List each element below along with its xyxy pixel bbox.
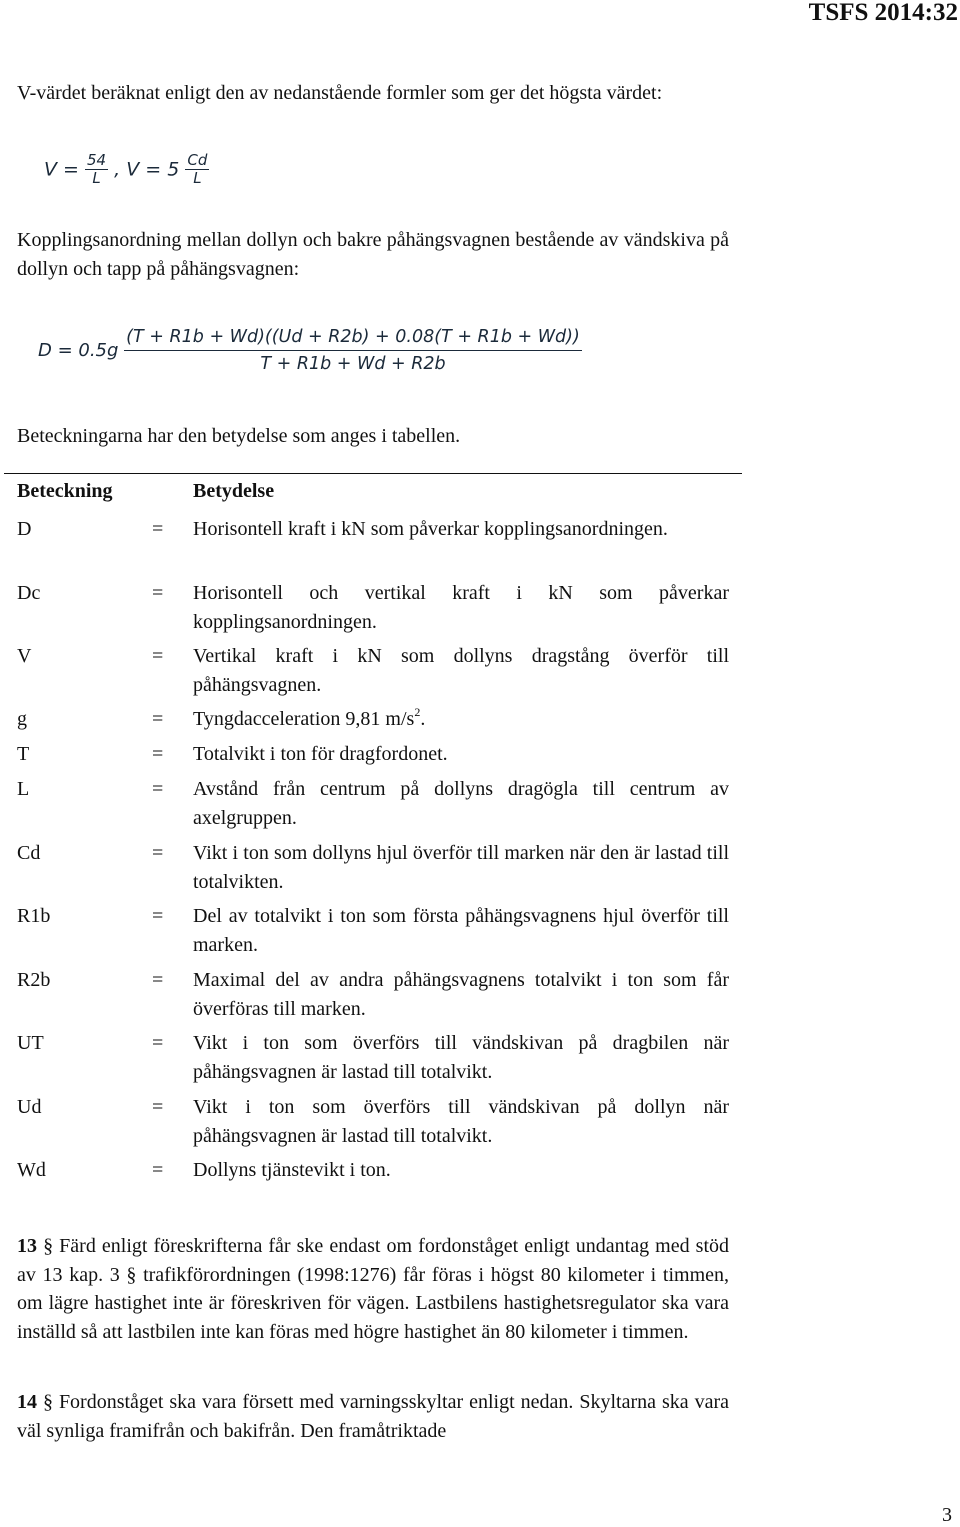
- row-equals: =: [152, 582, 164, 604]
- row-equals: =: [152, 743, 164, 765]
- row-definition: Maximal del av andra påhängsvagnens totalvikt i ton som får överföras till marken.: [193, 969, 729, 1020]
- v-formula-numerator2: Cd: [187, 151, 208, 169]
- section-sign: §: [42, 1391, 53, 1413]
- d-formula: [38, 327, 582, 374]
- row-symbol: UT: [17, 1032, 44, 1054]
- table-header-symbol: Beteckning: [17, 480, 113, 502]
- row-equals: =: [152, 518, 164, 540]
- section-13-number: 13: [17, 1235, 37, 1257]
- row-symbol: T: [17, 743, 30, 765]
- row-symbol: Cd: [17, 842, 41, 864]
- row-equals: =: [152, 1159, 164, 1181]
- v-formula-lhs2: V = 5: [126, 158, 180, 181]
- row-symbol: R2b: [17, 969, 51, 991]
- v-formula-fraction1: [85, 152, 108, 188]
- v-formula-fraction2: [185, 152, 209, 188]
- d-formula-fraction: [124, 327, 582, 374]
- row-equals: =: [152, 708, 164, 730]
- row-equals: =: [152, 1096, 164, 1118]
- section-14-paragraph: [17, 1388, 729, 1445]
- row-symbol: Wd: [17, 1159, 46, 1181]
- row-equals: =: [152, 842, 164, 864]
- row-symbol: L: [17, 778, 30, 800]
- table-header-meaning: Betydelse: [193, 480, 275, 502]
- row-definition: Avstånd från centrum på dollyns dragögla till centrum av axelgruppen.: [193, 778, 729, 829]
- row-definition: Vikt i ton som överförs till vändskivan på dragbilen när påhängsvagnen är lastad till totalvikt.: [193, 1032, 729, 1083]
- row-definition: Del av totalvikt i ton som första påhängsvagnens hjul överför till marken.: [193, 905, 729, 956]
- row-symbol: R1b: [17, 905, 51, 927]
- page-number: 3: [942, 1504, 952, 1526]
- v-formula: [44, 152, 209, 188]
- d-formula-denominator: T + R1b + Wd + R2b: [260, 354, 446, 375]
- row-symbol: g: [17, 708, 27, 730]
- section-13-paragraph: [17, 1232, 729, 1346]
- intro-paragraph: V-värdet beräknat enligt den av nedanstående formler som ger det högsta värdet:: [17, 82, 663, 104]
- row-equals: =: [152, 969, 164, 991]
- row-definition: Horisontell och vertikal kraft i kN som påverkar kopplingsanordningen.: [193, 582, 729, 633]
- d-formula-numerator: (T + R1b + Wd)((Ud + R2b) + 0.08(T + R1b + Wd)): [124, 327, 582, 351]
- table-intro-paragraph: Beteckningarna har den betydelse som anges i tabellen.: [17, 425, 461, 447]
- row-equals: =: [152, 645, 164, 667]
- row-equals: =: [152, 778, 164, 800]
- row-symbol: V: [17, 645, 32, 667]
- row-definition: [193, 705, 729, 734]
- row-definition: Vikt i ton som överförs till vändskivan på dollyn när påhängsvagnen är lastad till totalvikt.: [193, 1096, 729, 1147]
- table-top-rule: [4, 473, 742, 474]
- row-definition: Totalvikt i ton för dragfordonet.: [193, 743, 448, 765]
- row-symbol: Dc: [17, 582, 41, 604]
- v-formula-denominator2: L: [193, 169, 202, 188]
- section-13-text: Färd enligt föreskrifterna får ske endast om fordonståget enligt undantag med stöd av 13 kap. 3 § trafikförordningen (1998:1276) får föras i högst 80 kilometer i timmen, om lägre hastighet inte är föreskriven för vägen. Lastbilens hastighetsregulator ska vara inställd så att lastbilen inte kan föras med högre hastighet än 80 kilometer i timmen.: [17, 1235, 730, 1343]
- coupling-paragraph: Kopplingsanordning mellan dollyn och bakre påhängsvagnen bestående av vändskiva på dollyn och tapp på påhängsvagnen:: [17, 229, 729, 280]
- d-formula-lhs: D = 0.5g: [38, 340, 119, 362]
- row-definition-text: Tyngdacceleration 9,81 m/s: [193, 708, 415, 730]
- row-definition-tail: .: [420, 708, 426, 730]
- section-sign: §: [43, 1235, 54, 1257]
- row-equals: =: [152, 905, 164, 927]
- row-definition-superscript: 2: [414, 705, 421, 719]
- row-definition: Vertikal kraft i kN som dollyns dragstång överför till påhängsvagnen.: [193, 645, 729, 696]
- row-symbol: Ud: [17, 1096, 42, 1118]
- v-formula-separator: ,: [114, 158, 121, 181]
- row-definition: Dollyns tjänstevikt i ton.: [193, 1159, 391, 1181]
- v-formula-numerator1: 54: [87, 151, 107, 169]
- row-equals: =: [152, 1032, 164, 1054]
- row-symbol: D: [17, 518, 32, 540]
- v-formula-lhs1: V =: [44, 158, 79, 181]
- row-definition: Horisontell kraft i kN som påverkar kopplingsanordningen.: [193, 518, 668, 540]
- v-formula-denominator1: L: [92, 169, 101, 188]
- row-definition: Vikt i ton som dollyns hjul överför till marken när den är lastad till totalvikten.: [193, 842, 729, 893]
- document-code-header: TSFS 2014:32: [808, 0, 958, 26]
- section-14-text: Fordonståget ska vara försett med varningsskyltar enligt nedan. Skyltarna ska vara väl synliga framifrån och bakifrån. Den framåtriktade: [17, 1391, 729, 1442]
- section-14-number: 14: [17, 1391, 37, 1413]
